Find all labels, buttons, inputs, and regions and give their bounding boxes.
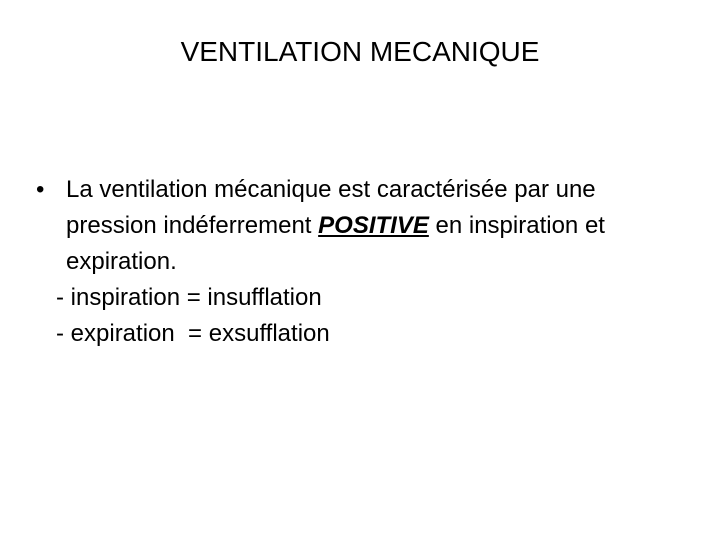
bullet-text-end: en inspiration et expiration. xyxy=(66,212,605,275)
sub-item-expiration: - expiration = exsufflation xyxy=(56,320,330,347)
bullet-icon: • xyxy=(36,176,45,203)
sub-item-inspiration: - inspiration = insufflation xyxy=(56,284,322,311)
slide-body xyxy=(36,172,676,352)
emphasis-positive: POSITIVE xyxy=(318,212,429,239)
bullet-text xyxy=(66,172,676,280)
bullet-text-start: La ventilation mécanique est caractérisée par une pression indéferrement xyxy=(66,176,596,239)
bullet-item xyxy=(36,172,676,280)
slide-title: VENTILATION MECANIQUE xyxy=(180,36,540,67)
